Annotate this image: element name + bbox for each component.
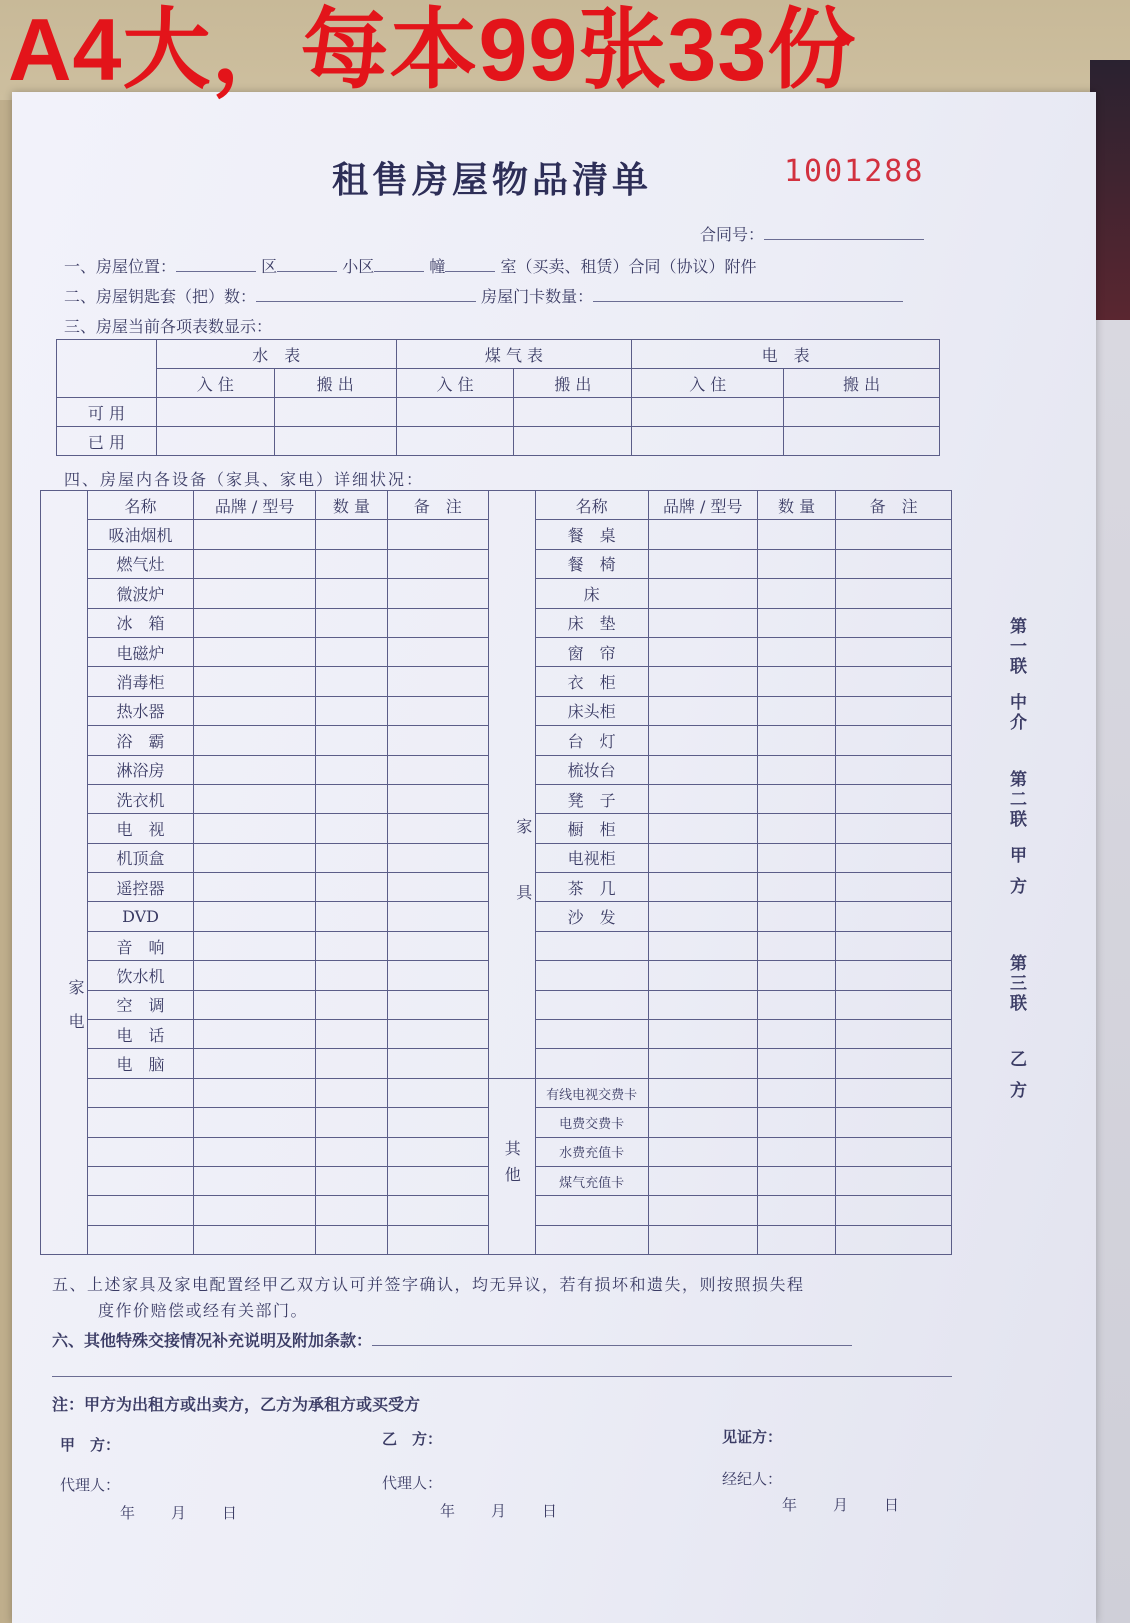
cell xyxy=(757,608,835,637)
furniture-name xyxy=(535,1049,648,1078)
column-header: 备 注 xyxy=(387,491,488,520)
appliance-name: 电 视 xyxy=(88,814,194,843)
cell xyxy=(836,784,952,813)
cell xyxy=(194,696,316,725)
cell xyxy=(194,755,316,784)
furniture-name: 电视柜 xyxy=(535,843,648,872)
appliance-name xyxy=(88,1225,194,1254)
furniture-name: 梳妆台 xyxy=(535,755,648,784)
party-b-label: 乙 方： xyxy=(382,1430,443,1448)
broker-label: 经纪人： xyxy=(722,1470,783,1488)
furniture-name: 沙 发 xyxy=(535,902,648,931)
cell xyxy=(387,843,488,872)
cell xyxy=(648,579,757,608)
date-a: 年 月 日 xyxy=(120,1504,240,1522)
cell xyxy=(387,1137,488,1166)
gas-meter-header: 煤 气 表 xyxy=(396,340,632,369)
cell xyxy=(316,873,387,902)
cell xyxy=(757,696,835,725)
meter-subheader: 入 住 xyxy=(396,369,514,398)
cell xyxy=(648,961,757,990)
cell xyxy=(648,696,757,725)
appliance-name: DVD xyxy=(88,902,194,931)
meter-row-label: 已 用 xyxy=(57,427,157,456)
cell xyxy=(757,843,835,872)
cell xyxy=(836,579,952,608)
background-paper xyxy=(1092,320,1130,1623)
electric-meter-header: 电 表 xyxy=(632,340,940,369)
cell xyxy=(387,1078,488,1107)
column-header: 品牌 / 型号 xyxy=(648,491,757,520)
cell xyxy=(316,726,387,755)
cell xyxy=(316,1078,387,1107)
copy-note-1: 第一联 中介 xyxy=(1006,617,1026,733)
cell xyxy=(387,667,488,696)
cell xyxy=(836,549,952,578)
cell xyxy=(387,755,488,784)
column-header: 名称 xyxy=(535,491,648,520)
cell xyxy=(316,784,387,813)
cell xyxy=(648,667,757,696)
cell xyxy=(648,1108,757,1137)
cell xyxy=(387,1020,488,1049)
building-label: 幢 xyxy=(429,257,446,276)
appliance-name xyxy=(88,1108,194,1137)
cell xyxy=(836,608,952,637)
meter-subheader: 搬 出 xyxy=(274,369,396,398)
date-c: 年 月 日 xyxy=(782,1496,902,1514)
cell xyxy=(194,520,316,549)
contract-no-label: 合同号： xyxy=(700,225,765,244)
cell xyxy=(757,755,835,784)
cell xyxy=(316,696,387,725)
cell xyxy=(387,549,488,578)
cell xyxy=(648,1049,757,1078)
cell xyxy=(387,902,488,931)
cell xyxy=(648,549,757,578)
furniture-name: 床头柜 xyxy=(535,696,648,725)
furniture-name: 茶 几 xyxy=(535,873,648,902)
appliance-name: 电 话 xyxy=(88,1020,194,1049)
cell xyxy=(316,990,387,1019)
appliance-name xyxy=(88,1137,194,1166)
cell xyxy=(757,784,835,813)
clause-5-line-1: 五、上述家具及家电配置经甲乙双方认可并签字确认，均无异议，若有损坏和遗失，则按照损失程 xyxy=(52,1275,805,1294)
cell xyxy=(316,755,387,784)
cell xyxy=(316,549,387,578)
cell xyxy=(836,520,952,549)
furniture-name: 床 垫 xyxy=(535,608,648,637)
appliance-name: 燃气灶 xyxy=(88,549,194,578)
cell xyxy=(194,667,316,696)
cell xyxy=(836,1049,952,1078)
table-row xyxy=(41,1078,952,1107)
cell xyxy=(836,1166,952,1195)
meter-subheader: 搬 出 xyxy=(514,369,632,398)
appliance-name: 电磁炉 xyxy=(88,637,194,666)
left-group-label: 家电 xyxy=(41,491,88,1255)
cell xyxy=(757,1225,835,1254)
other-item-name: 电费交费卡 xyxy=(535,1108,648,1137)
keys-label: 二、房屋钥匙套（把）数： xyxy=(64,287,257,306)
appliance-name: 遥控器 xyxy=(88,873,194,902)
divider xyxy=(52,1376,952,1377)
cell xyxy=(648,990,757,1019)
cell xyxy=(194,873,316,902)
cell xyxy=(757,1078,835,1107)
cell xyxy=(757,902,835,931)
cell xyxy=(387,990,488,1019)
appliance-name: 空 调 xyxy=(88,990,194,1019)
cell xyxy=(316,608,387,637)
cell xyxy=(316,1137,387,1166)
cell xyxy=(757,990,835,1019)
cell xyxy=(757,931,835,960)
cell xyxy=(648,520,757,549)
column-header: 品牌 / 型号 xyxy=(194,491,316,520)
cell xyxy=(316,1225,387,1254)
cell xyxy=(757,1108,835,1137)
agent-b-label: 代理人： xyxy=(382,1474,443,1492)
cell xyxy=(316,1108,387,1137)
cell xyxy=(194,637,316,666)
cell xyxy=(836,1196,952,1225)
cell xyxy=(194,579,316,608)
form-sheet xyxy=(12,92,1096,1623)
cell xyxy=(194,961,316,990)
clause-5-line-2: 度作价赔偿或经有关部门。 xyxy=(98,1301,309,1320)
appliance-name: 电 脑 xyxy=(88,1049,194,1078)
appliance-name: 微波炉 xyxy=(88,579,194,608)
other-item-name: 有线电视交费卡 xyxy=(535,1078,648,1107)
community-label: 小区 xyxy=(342,257,375,276)
furniture-name xyxy=(535,990,648,1019)
cell xyxy=(316,667,387,696)
cell xyxy=(194,1196,316,1225)
cell xyxy=(194,549,316,578)
appliance-name: 洗衣机 xyxy=(88,784,194,813)
cell xyxy=(757,1049,835,1078)
cell xyxy=(194,814,316,843)
cell xyxy=(316,1166,387,1195)
other-item-name xyxy=(535,1196,648,1225)
cell xyxy=(648,1137,757,1166)
meters-heading: 三、房屋当前各项表数显示： xyxy=(64,317,273,336)
district-label: 区 xyxy=(261,257,278,276)
cell xyxy=(387,608,488,637)
furniture-name: 窗 帘 xyxy=(535,637,648,666)
cell xyxy=(836,961,952,990)
cell xyxy=(194,1078,316,1107)
appliance-name: 吸油烟机 xyxy=(88,520,194,549)
cell xyxy=(757,1137,835,1166)
column-header: 数 量 xyxy=(757,491,835,520)
cell xyxy=(836,1137,952,1166)
cell xyxy=(316,1020,387,1049)
cell xyxy=(836,1020,952,1049)
cell xyxy=(316,931,387,960)
appliance-name: 冰 箱 xyxy=(88,608,194,637)
column-header: 名称 xyxy=(88,491,194,520)
appliance-name: 淋浴房 xyxy=(88,755,194,784)
cell xyxy=(648,931,757,960)
furniture-name: 餐 桌 xyxy=(535,520,648,549)
cell xyxy=(648,1020,757,1049)
meter-table xyxy=(56,339,940,456)
cell xyxy=(387,637,488,666)
equipment-table xyxy=(40,490,952,1255)
cell xyxy=(836,902,952,931)
cell xyxy=(757,814,835,843)
appliance-name: 浴 霸 xyxy=(88,726,194,755)
cell xyxy=(648,608,757,637)
cell xyxy=(757,1196,835,1225)
cell xyxy=(836,843,952,872)
cell xyxy=(757,549,835,578)
cell xyxy=(836,1108,952,1137)
cell xyxy=(387,579,488,608)
furniture-name: 餐 椅 xyxy=(535,549,648,578)
background-object xyxy=(1090,60,1130,320)
party-note: 注：甲方为出租方或出卖方，乙方为承租方或买受方 xyxy=(52,1395,421,1414)
cell xyxy=(316,814,387,843)
cell xyxy=(387,1049,488,1078)
cell xyxy=(757,579,835,608)
cell xyxy=(387,814,488,843)
cell xyxy=(316,1049,387,1078)
cell xyxy=(194,1049,316,1078)
appliance-name: 饮水机 xyxy=(88,961,194,990)
cell xyxy=(194,1166,316,1195)
cell xyxy=(836,755,952,784)
copy-note-2: 第二联 甲方 xyxy=(1006,770,1026,908)
cell xyxy=(648,637,757,666)
cell xyxy=(757,520,835,549)
cell xyxy=(836,873,952,902)
cell xyxy=(316,843,387,872)
cell xyxy=(316,1196,387,1225)
water-meter-header: 水 表 xyxy=(156,340,396,369)
cell xyxy=(648,902,757,931)
cell xyxy=(316,902,387,931)
copy-note-3: 第三联 乙方 xyxy=(1006,954,1026,1112)
cell xyxy=(387,931,488,960)
cell xyxy=(387,1166,488,1195)
cell xyxy=(757,1166,835,1195)
cell xyxy=(194,1020,316,1049)
cell xyxy=(387,1225,488,1254)
meter-subheader: 入 住 xyxy=(632,369,784,398)
meter-row-label: 可 用 xyxy=(57,398,157,427)
meter-subheader: 入 住 xyxy=(156,369,274,398)
form-title: 租售房屋物品清单 xyxy=(332,159,653,201)
other-item-name xyxy=(535,1225,648,1254)
appliance-name: 音 响 xyxy=(88,931,194,960)
cell xyxy=(194,843,316,872)
cell xyxy=(194,1137,316,1166)
cell xyxy=(387,726,488,755)
cell xyxy=(836,1225,952,1254)
meter-subheader: 搬 出 xyxy=(784,369,940,398)
furniture-name: 凳 子 xyxy=(535,784,648,813)
appliance-name: 机顶盒 xyxy=(88,843,194,872)
cell xyxy=(648,1166,757,1195)
cell xyxy=(194,931,316,960)
cell xyxy=(316,961,387,990)
location-line xyxy=(64,254,756,277)
cell xyxy=(387,784,488,813)
furniture-name xyxy=(535,961,648,990)
cell xyxy=(757,1020,835,1049)
cell xyxy=(757,873,835,902)
appliance-name xyxy=(88,1078,194,1107)
cell xyxy=(194,902,316,931)
other-item-name: 水费充值卡 xyxy=(535,1137,648,1166)
cell xyxy=(836,637,952,666)
furniture-name: 床 xyxy=(535,579,648,608)
cell xyxy=(757,637,835,666)
column-header: 数 量 xyxy=(316,491,387,520)
cell xyxy=(387,1196,488,1225)
cell xyxy=(387,520,488,549)
cell xyxy=(648,873,757,902)
cell xyxy=(757,961,835,990)
cell xyxy=(194,726,316,755)
table-row xyxy=(41,491,952,520)
cell xyxy=(387,873,488,902)
cell xyxy=(757,667,835,696)
furniture-name: 台 灯 xyxy=(535,726,648,755)
cell xyxy=(316,579,387,608)
cell xyxy=(648,1196,757,1225)
clause-6: 六、其他特殊交接情况补充说明及附加条款： xyxy=(52,1328,852,1351)
appliance-name xyxy=(88,1196,194,1225)
cell xyxy=(648,843,757,872)
cell xyxy=(194,784,316,813)
furniture-name xyxy=(535,1020,648,1049)
equipment-heading: 四、房屋内各设备（家具、家电）详细状况： xyxy=(64,470,425,489)
party-a-label: 甲 方： xyxy=(60,1436,121,1454)
other-item-name: 煤气充值卡 xyxy=(535,1166,648,1195)
appliance-name: 热水器 xyxy=(88,696,194,725)
cell xyxy=(648,1225,757,1254)
location-label: 一、房屋位置： xyxy=(64,257,177,276)
furniture-name: 橱 柜 xyxy=(535,814,648,843)
cell xyxy=(316,637,387,666)
room-label: 室（买卖、租赁）合同（协议）附件 xyxy=(500,257,757,276)
cell xyxy=(648,784,757,813)
cell xyxy=(836,990,952,1019)
cell xyxy=(387,1108,488,1137)
cards-label: 房屋门卡数量： xyxy=(481,287,594,306)
cell xyxy=(836,814,952,843)
cell xyxy=(836,667,952,696)
cell xyxy=(836,931,952,960)
other-group-label: 其他 xyxy=(488,1078,535,1254)
cell xyxy=(648,1078,757,1107)
contract-no-line xyxy=(700,222,924,245)
appliance-name xyxy=(88,1166,194,1195)
cell xyxy=(648,755,757,784)
cell xyxy=(194,990,316,1019)
furniture-name: 衣 柜 xyxy=(535,667,648,696)
cell xyxy=(836,1078,952,1107)
date-b: 年 月 日 xyxy=(440,1502,560,1520)
witness-label: 见证方： xyxy=(722,1428,783,1446)
banner-text: A4大，每本99张33份 xyxy=(8,0,857,99)
cell xyxy=(194,1225,316,1254)
cell xyxy=(648,814,757,843)
column-header: 备 注 xyxy=(836,491,952,520)
cell xyxy=(836,696,952,725)
agent-a-label: 代理人： xyxy=(60,1476,121,1494)
cell xyxy=(757,726,835,755)
furniture-name xyxy=(535,931,648,960)
cell xyxy=(316,520,387,549)
cell xyxy=(836,726,952,755)
keys-line xyxy=(64,284,903,307)
meter-corner xyxy=(57,340,157,398)
cell xyxy=(387,696,488,725)
cell xyxy=(387,961,488,990)
furniture-group-label: 家具 xyxy=(488,491,535,1079)
cell xyxy=(194,1108,316,1137)
cell xyxy=(648,726,757,755)
cell xyxy=(194,608,316,637)
serial-number: 1001288 xyxy=(784,154,925,189)
appliance-name: 消毒柜 xyxy=(88,667,194,696)
